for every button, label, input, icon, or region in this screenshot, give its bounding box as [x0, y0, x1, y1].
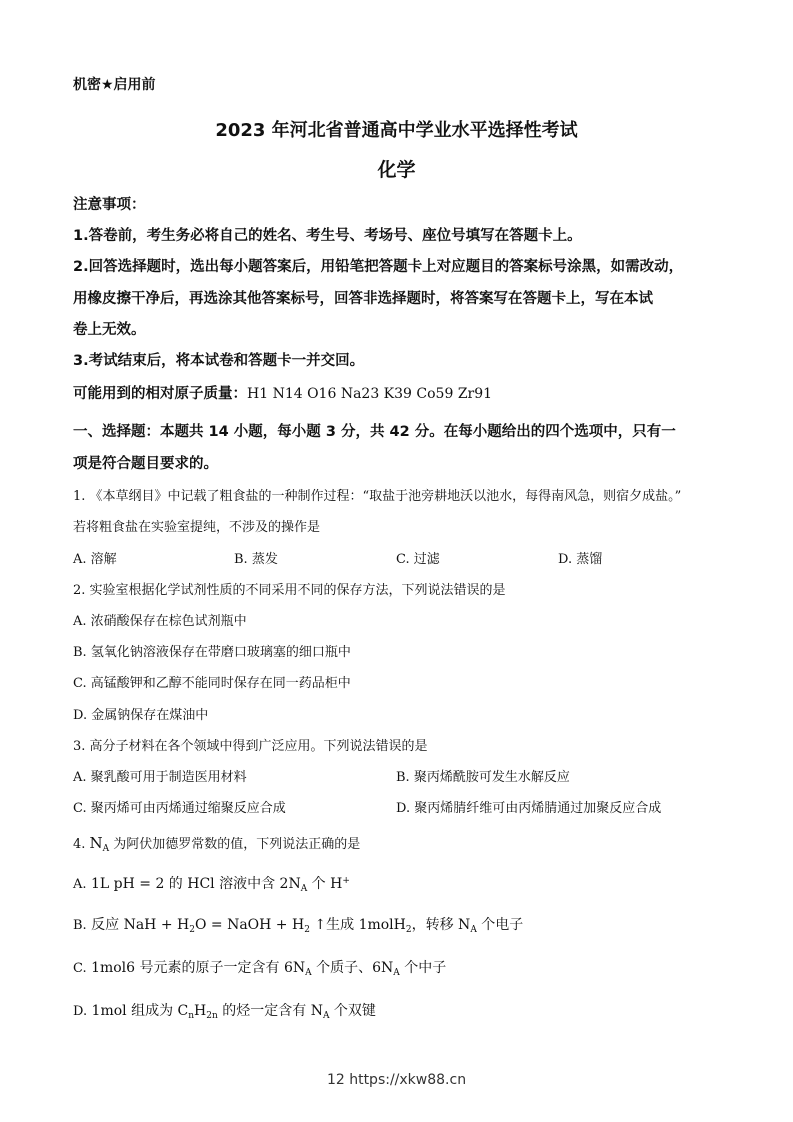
q4-stem: [73, 833, 360, 852]
confidential-label: 机密★启用前: [73, 77, 156, 93]
q4-option-c-text-2: 个质子、6N: [311, 960, 394, 976]
q4-option-a-sup: +: [342, 876, 350, 886]
section-heading: 一、选择题：本题共 14 小题，每小题 3 分，共 42 分。在每小题给出的四个选项中，只有一: [73, 424, 676, 440]
q1-stem: 1. 《本草纲目》中记载了粗食盐的一种制作过程：“取盐于池旁耕地沃以池水，每得南风急，则宿夕成盐。”: [73, 489, 682, 504]
atomic-mass-line: [73, 382, 492, 403]
q3-option-c: C. 聚丙烯可由丙烯通过缩聚反应合成: [73, 801, 286, 816]
q4-option-b-sub-1: 2: [189, 925, 195, 935]
q2-stem: 2. 实验室根据化学试剂性质的不同采用不同的保存方法，下列说法错误的是: [73, 583, 506, 598]
q4-option-d-sub-3: A: [322, 1011, 330, 1021]
q4-option-b-text-3: ↑生成 1molH: [309, 917, 406, 933]
q4-option-c-sub-1: A: [305, 968, 312, 978]
q4-option-b-label: B.: [73, 918, 87, 933]
q4-option-a: [73, 873, 350, 893]
q4-option-d-text-2: H: [194, 1003, 207, 1019]
note-item-3: 3.考试结束后，将本试卷和答题卡一并交回。: [73, 353, 365, 369]
q1-option-b: B. 蒸发: [234, 552, 278, 567]
q4-option-c-text-1: 1mol6 号元素的原子一定含有 6N: [86, 960, 306, 976]
q4-option-c: [73, 957, 446, 977]
q3-option-a: A. 聚乳酸可用于制造医用材料: [73, 770, 247, 785]
q4-option-b: [73, 914, 523, 934]
q4-option-a-text-2: 个 H: [307, 876, 343, 892]
subject-title: 化学: [377, 159, 416, 181]
q3-option-b: B. 聚丙烯酰胺可发生水解反应: [396, 770, 570, 785]
q4-option-b-sub-3: 2: [405, 925, 412, 935]
q4-option-d-text-1: 1mol 组成为 C: [87, 1003, 189, 1019]
q4-option-b-text-1: 反应 NaH + H: [86, 917, 190, 933]
q4-option-d: [73, 1000, 376, 1020]
q4-option-a-text: 1L pH = 2 的 HCl 溶液中含 2N: [86, 876, 301, 892]
q4-option-a-label: A.: [73, 877, 87, 892]
q2-option-d: D. 金属钠保存在煤油中: [73, 708, 209, 723]
q2-option-b: B. 氢氧化钠溶液保存在带磨口玻璃塞的细口瓶中: [73, 645, 351, 660]
section-heading-cont: 项是符合题目要求的。: [73, 456, 218, 472]
q4-option-d-text-4: 个双键: [329, 1003, 376, 1019]
exam-title: 2023 年河北省普通高中学业水平选择性考试: [215, 120, 578, 141]
q4-option-d-sub-1: n: [188, 1011, 195, 1021]
q3-stem: 3. 高分子材料在各个领域中得到广泛应用。下列说法错误的是: [73, 739, 428, 754]
q4-option-b-sub-4: A: [470, 925, 477, 935]
q4-option-a-sub: A: [300, 884, 308, 894]
note-item-2-end: 卷上无效。: [73, 322, 146, 338]
q4-option-d-text-3: 的烃一定含有 N: [217, 1003, 323, 1019]
q4-option-b-text-4: ，转移 N: [411, 917, 471, 933]
q4-option-c-label: C.: [73, 961, 87, 976]
q3-option-d: D. 聚丙烯腈纤维可由丙烯腈通过加聚反应合成: [396, 801, 662, 816]
page-footer[interactable]: 12 https://xkw88.cn: [326, 1072, 467, 1088]
q4-option-d-label: D.: [73, 1004, 88, 1019]
q1-option-a: A. 溶解: [73, 552, 117, 567]
q4-option-d-sub-2: 2n: [206, 1011, 218, 1021]
q4-option-c-sub-2: A: [393, 968, 400, 978]
atomic-mass-label: 可能用到的相对原子质量：: [73, 386, 247, 402]
q1-stem-cont: 若将粗食盐在实验室提纯，不涉及的操作是: [73, 520, 321, 535]
note-item-2: 2.回答选择题时，选出每小题答案后，用铅笔把答题卡上对应题目的答案标号涂黑，如需改动，: [73, 259, 684, 275]
q4-symbol-sub: A: [102, 844, 110, 854]
note-item-2-cont: 用橡皮擦干净后，再选涂其他答案标号，回答非选择题时，将答案写在答题卡上，写在本试: [73, 291, 653, 307]
q4-option-b-sub-2: 2: [304, 925, 310, 935]
q4-symbol: N: [89, 834, 103, 852]
q2-option-a: A. 浓硝酸保存在棕色试剂瓶中: [73, 614, 247, 629]
q1-option-c: C. 过滤: [396, 552, 440, 567]
q4-option-b-text-5: 个电子: [476, 917, 524, 933]
q4-stem-text: 为阿伏加德罗常数的值，下列说法正确的是: [109, 837, 361, 852]
q4-option-c-text-3: 个中子: [399, 960, 447, 976]
notes-heading: 注意事项：: [73, 197, 146, 213]
q4-option-b-text-2: O = NaOH + H: [194, 917, 305, 933]
atomic-mass-values: H1 N14 O16 Na23 K39 Co59 Zr91: [247, 386, 493, 402]
q2-option-c: C. 高锰酸钾和乙醇不能同时保存在同一药品柜中: [73, 676, 351, 691]
q4-number: 4.: [73, 837, 86, 852]
note-item-1: 1.答卷前，考生务必将自己的姓名、考生号、考场号、座位号填写在答题卡上。: [73, 228, 582, 244]
q1-option-d: D. 蒸馏: [558, 552, 603, 567]
